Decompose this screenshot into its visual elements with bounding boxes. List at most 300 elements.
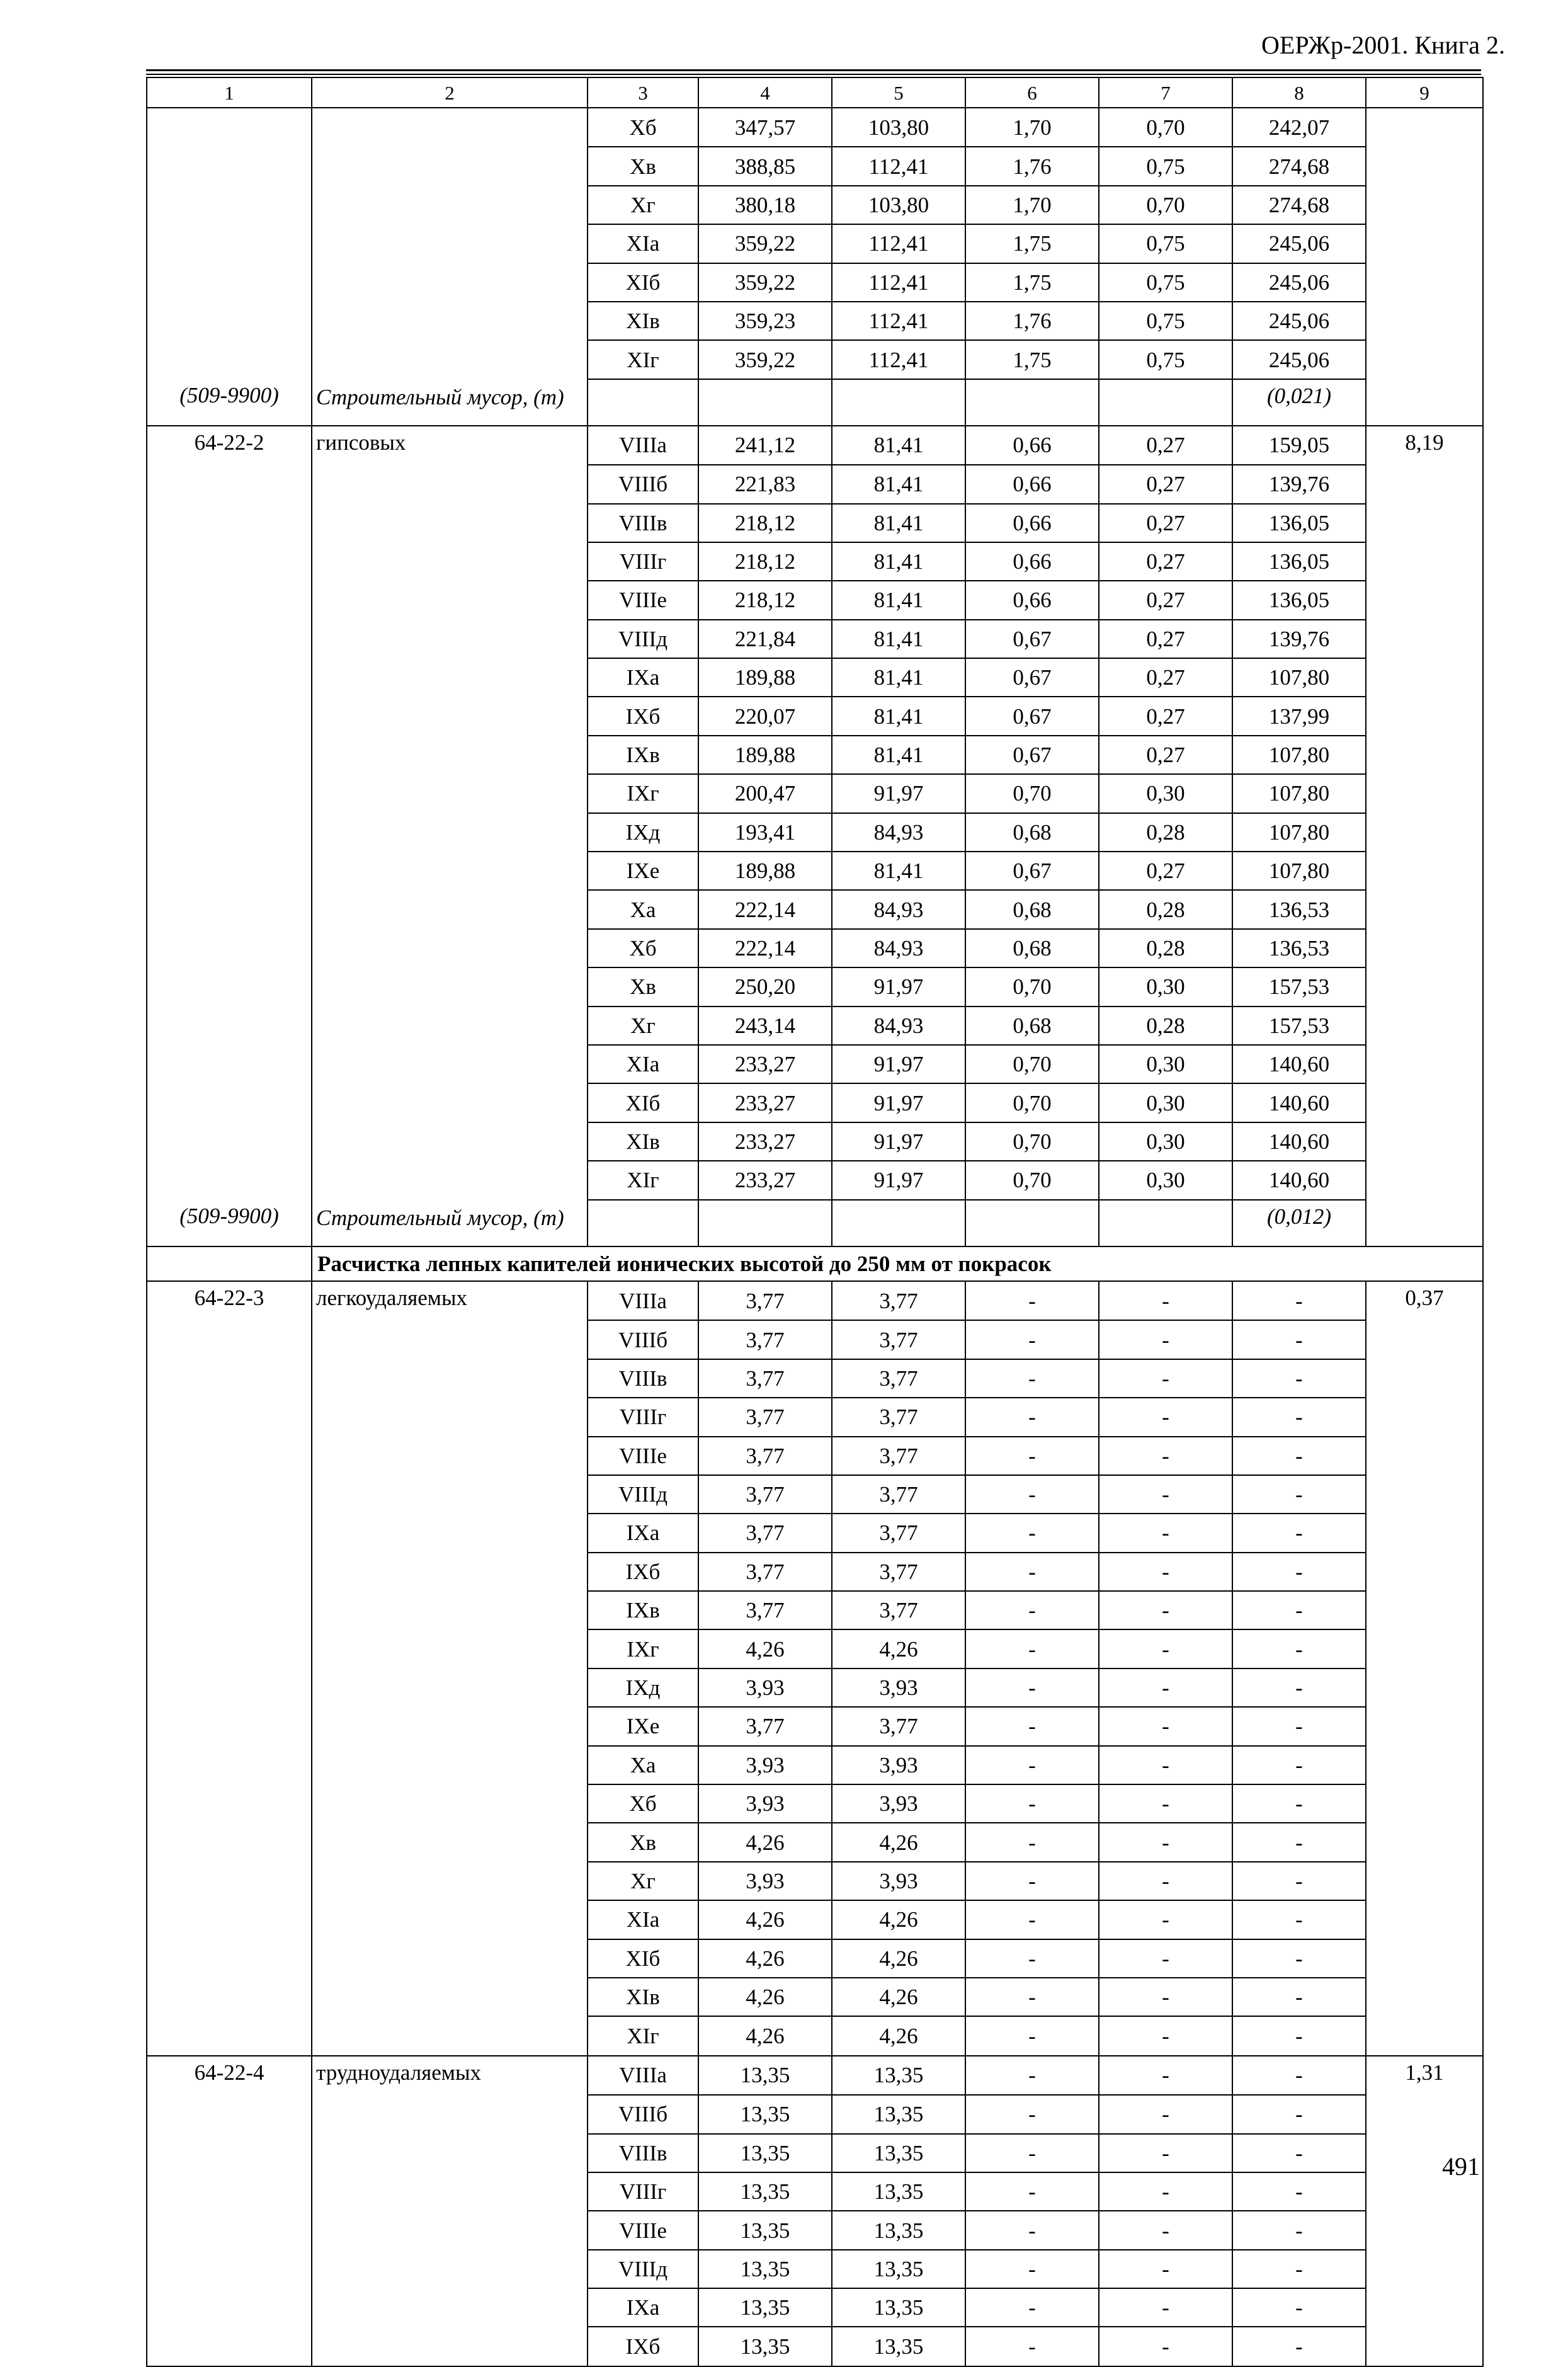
cell-col-5: 13,35 — [832, 2056, 965, 2095]
rate-code — [147, 1007, 312, 1045]
table-row — [147, 1007, 1483, 1045]
cell-col-7: - — [1099, 2172, 1232, 2211]
work-name — [312, 890, 588, 928]
rate-code — [147, 774, 312, 813]
cell-col-3: VIIIг — [588, 542, 698, 581]
column-number: 2 — [312, 77, 588, 108]
cell-col-8: - — [1232, 2095, 1366, 2133]
cell-col-8: - — [1232, 1281, 1366, 1320]
column-number-row — [147, 77, 1483, 108]
table-row — [147, 1668, 1483, 1707]
cell-col-7: 0,70 — [1099, 186, 1232, 224]
work-name — [312, 1359, 588, 1398]
cell-col-5: 103,80 — [832, 186, 965, 224]
rate-code — [147, 2134, 312, 2172]
col9-value — [1366, 1437, 1483, 1475]
cell-col-8: - — [1232, 1978, 1366, 2016]
title-rule — [146, 74, 1481, 75]
cell-col-3: XIг — [588, 340, 698, 379]
col9-value: 0,37 — [1366, 1281, 1483, 1320]
cell-col-6: - — [965, 2095, 1099, 2133]
cell-col-4: 3,77 — [698, 1320, 832, 1359]
cell-col-5: 4,26 — [832, 1823, 965, 1861]
cell-col-5: 112,41 — [832, 340, 965, 379]
cell-col-8: - — [1232, 1862, 1366, 1900]
waste-empty — [1099, 379, 1232, 426]
cell-col-8: 140,60 — [1232, 1122, 1366, 1161]
cell-col-3: Xв — [588, 967, 698, 1006]
cell-col-5: 3,77 — [832, 1281, 965, 1320]
table-row — [147, 302, 1483, 340]
cell-col-5: 13,35 — [832, 2095, 965, 2133]
rate-code: 64-22-2 — [147, 426, 312, 465]
cell-col-8: 107,80 — [1232, 736, 1366, 774]
cell-col-4: 3,77 — [698, 1398, 832, 1436]
cell-col-5: 13,35 — [832, 2250, 965, 2288]
cell-col-7: 0,30 — [1099, 774, 1232, 813]
cell-col-5: 13,35 — [832, 2288, 965, 2327]
cell-col-7: - — [1099, 2250, 1232, 2288]
cell-col-3: VIIIе — [588, 1437, 698, 1475]
cell-col-6: - — [965, 2327, 1099, 2366]
table-row — [147, 2288, 1483, 2327]
col9-value — [1366, 2288, 1483, 2327]
rate-code — [147, 1629, 312, 1668]
cell-col-4: 3,93 — [698, 1668, 832, 1707]
cell-col-3: VIIIе — [588, 581, 698, 619]
cell-col-7: - — [1099, 1591, 1232, 1629]
table-row — [147, 1359, 1483, 1398]
cell-col-5: 3,77 — [832, 1398, 965, 1436]
cell-col-8: 157,53 — [1232, 967, 1366, 1006]
column-number: 9 — [1366, 77, 1483, 108]
cell-col-6: 1,70 — [965, 108, 1099, 147]
cell-col-3: VIIIг — [588, 2172, 698, 2211]
cell-col-4: 218,12 — [698, 581, 832, 619]
table-row — [147, 1398, 1483, 1436]
col9-value — [1366, 1553, 1483, 1591]
column-number: 8 — [1232, 77, 1366, 108]
cell-col-4: 250,20 — [698, 967, 832, 1006]
cell-col-7: 0,27 — [1099, 852, 1232, 890]
rate-code — [147, 1514, 312, 1552]
col9-value — [1366, 890, 1483, 928]
work-name — [312, 1978, 588, 2016]
col9-value — [1366, 967, 1483, 1006]
cell-col-6: 0,68 — [965, 929, 1099, 967]
cell-col-4: 222,14 — [698, 929, 832, 967]
cell-col-3: VIIIб — [588, 1320, 698, 1359]
table-row — [147, 2056, 1483, 2095]
cell-col-4: 3,93 — [698, 1784, 832, 1823]
rate-code — [147, 2327, 312, 2366]
waste-col9 — [1366, 1200, 1483, 1246]
col9-value — [1366, 504, 1483, 542]
work-name — [312, 1122, 588, 1161]
rate-code: 64-22-4 — [147, 2056, 312, 2095]
cell-col-6: - — [965, 1668, 1099, 1707]
rate-code — [147, 542, 312, 581]
cell-col-6: 0,70 — [965, 967, 1099, 1006]
cell-col-8: - — [1232, 2016, 1366, 2055]
rate-code — [147, 620, 312, 658]
cell-col-4: 189,88 — [698, 736, 832, 774]
cell-col-8: - — [1232, 1591, 1366, 1629]
work-name — [312, 1553, 588, 1591]
cell-col-4: 3,77 — [698, 1553, 832, 1591]
cell-col-4: 13,35 — [698, 2172, 832, 2211]
cell-col-4: 243,14 — [698, 1007, 832, 1045]
rate-code — [147, 1359, 312, 1398]
cell-col-6: - — [965, 1746, 1099, 1784]
cell-col-7: - — [1099, 1900, 1232, 1939]
table-row — [147, 1320, 1483, 1359]
cell-col-4: 359,22 — [698, 340, 832, 379]
cell-col-6: 1,76 — [965, 147, 1099, 185]
cell-col-6: - — [965, 1978, 1099, 2016]
work-name — [312, 2211, 588, 2249]
cell-col-3: XIб — [588, 1083, 698, 1122]
cell-col-3: IXа — [588, 1514, 698, 1552]
cell-col-5: 112,41 — [832, 263, 965, 302]
cell-col-8: - — [1232, 2327, 1366, 2366]
cell-col-3: IXе — [588, 1707, 698, 1745]
cell-col-6: 0,68 — [965, 1007, 1099, 1045]
cell-col-8: - — [1232, 1398, 1366, 1436]
table-row — [147, 1437, 1483, 1475]
cell-col-5: 81,41 — [832, 736, 965, 774]
col9-value — [1366, 1007, 1483, 1045]
table-row — [147, 186, 1483, 224]
cell-col-3: XIг — [588, 1161, 698, 1199]
waste-code: (509-9900) — [147, 379, 312, 426]
col9-value — [1366, 542, 1483, 581]
waste-empty — [588, 379, 698, 426]
section-title-row — [147, 1246, 1483, 1281]
cell-col-4: 359,23 — [698, 302, 832, 340]
cell-col-8: 140,60 — [1232, 1083, 1366, 1122]
col9-value — [1366, 581, 1483, 619]
cell-col-3: IXе — [588, 852, 698, 890]
cell-col-8: 136,53 — [1232, 890, 1366, 928]
work-name — [312, 2250, 588, 2288]
cell-col-8: - — [1232, 1746, 1366, 1784]
col9-value: 8,19 — [1366, 426, 1483, 465]
col9-value — [1366, 1320, 1483, 1359]
work-name — [312, 852, 588, 890]
cell-col-3: XIа — [588, 1900, 698, 1939]
col9-value — [1366, 2327, 1483, 2366]
waste-empty — [698, 379, 832, 426]
title-rule — [146, 69, 1481, 71]
column-number: 6 — [965, 77, 1099, 108]
work-name — [312, 2327, 588, 2366]
cell-col-8: - — [1232, 2056, 1366, 2095]
col9-value — [1366, 1939, 1483, 1978]
cell-col-7: - — [1099, 1668, 1232, 1707]
cell-col-5: 4,26 — [832, 1629, 965, 1668]
work-name — [312, 2288, 588, 2327]
cell-col-7: 0,30 — [1099, 1161, 1232, 1199]
rate-code — [147, 465, 312, 503]
cell-col-6: - — [965, 1475, 1099, 1514]
cell-col-3: XIв — [588, 1122, 698, 1161]
work-name — [312, 224, 588, 263]
cell-col-4: 241,12 — [698, 426, 832, 465]
col9-value — [1366, 1707, 1483, 1745]
cell-col-5: 81,41 — [832, 658, 965, 697]
work-name — [312, 1514, 588, 1552]
cell-col-3: Xг — [588, 1007, 698, 1045]
cell-col-3: IXб — [588, 2327, 698, 2366]
cell-col-4: 222,14 — [698, 890, 832, 928]
rate-code — [147, 1862, 312, 1900]
cell-col-5: 4,26 — [832, 1978, 965, 2016]
work-name — [312, 1437, 588, 1475]
table-row — [147, 542, 1483, 581]
col9-value — [1366, 929, 1483, 967]
cell-col-6: - — [965, 2288, 1099, 2327]
cell-col-4: 3,77 — [698, 1281, 832, 1320]
work-name — [312, 813, 588, 852]
cell-col-3: XIг — [588, 2016, 698, 2055]
col9-value — [1366, 224, 1483, 263]
waste-value: (0,012) — [1232, 1200, 1366, 1246]
col9-value — [1366, 852, 1483, 890]
table-row — [147, 147, 1483, 185]
cell-col-3: Xа — [588, 1746, 698, 1784]
cell-col-5: 84,93 — [832, 813, 965, 852]
table-body — [147, 77, 1483, 2366]
col9-value — [1366, 1359, 1483, 1398]
cell-col-6: - — [965, 1862, 1099, 1900]
cell-col-4: 3,77 — [698, 1707, 832, 1745]
cell-col-6: 0,66 — [965, 504, 1099, 542]
cell-col-3: Xв — [588, 147, 698, 185]
cell-col-3: IXг — [588, 1629, 698, 1668]
cell-col-7: - — [1099, 2211, 1232, 2249]
cell-col-8: - — [1232, 1784, 1366, 1823]
work-name — [312, 929, 588, 967]
work-name — [312, 774, 588, 813]
cell-col-7: 0,30 — [1099, 1122, 1232, 1161]
cell-col-3: VIIIв — [588, 504, 698, 542]
work-name — [312, 504, 588, 542]
cell-col-3: Xб — [588, 108, 698, 147]
col9-value: 1,31 — [1366, 2056, 1483, 2095]
cell-col-5: 81,41 — [832, 465, 965, 503]
waste-empty — [698, 1200, 832, 1246]
cell-col-3: Xб — [588, 929, 698, 967]
table-row — [147, 1823, 1483, 1861]
work-name — [312, 1746, 588, 1784]
work-name — [312, 2134, 588, 2172]
rate-code — [147, 1475, 312, 1514]
col9-value — [1366, 147, 1483, 185]
rate-code — [147, 581, 312, 619]
waste-empty — [1099, 1200, 1232, 1246]
cell-col-4: 4,26 — [698, 2016, 832, 2055]
cell-col-7: 0,27 — [1099, 658, 1232, 697]
cell-col-5: 84,93 — [832, 1007, 965, 1045]
rate-code — [147, 263, 312, 302]
cell-col-3: Xа — [588, 890, 698, 928]
cell-col-6: - — [965, 1823, 1099, 1861]
cell-col-8: - — [1232, 1359, 1366, 1398]
col9-value — [1366, 1161, 1483, 1199]
cell-col-6: 0,68 — [965, 890, 1099, 928]
table-row — [147, 108, 1483, 147]
table-row — [147, 852, 1483, 890]
cell-col-3: XIб — [588, 263, 698, 302]
cell-col-7: - — [1099, 1784, 1232, 1823]
section-spacer — [147, 1246, 312, 1281]
cell-col-3: VIIIб — [588, 465, 698, 503]
table-row — [147, 2016, 1483, 2055]
cell-col-4: 220,07 — [698, 697, 832, 735]
cell-col-5: 3,93 — [832, 1862, 965, 1900]
cell-col-8: - — [1232, 2288, 1366, 2327]
cell-col-3: XIв — [588, 1978, 698, 2016]
cell-col-3: Xв — [588, 1823, 698, 1861]
cell-col-4: 13,35 — [698, 2250, 832, 2288]
work-name — [312, 263, 588, 302]
cell-col-8: 140,60 — [1232, 1045, 1366, 1083]
work-name: гипсовых — [312, 426, 588, 465]
cell-col-4: 4,26 — [698, 1629, 832, 1668]
rate-code — [147, 2288, 312, 2327]
rate-code: 64-22-3 — [147, 1281, 312, 1320]
column-number: 5 — [832, 77, 965, 108]
col9-value — [1366, 813, 1483, 852]
work-name — [312, 147, 588, 185]
cell-col-5: 3,77 — [832, 1437, 965, 1475]
cell-col-7: - — [1099, 2288, 1232, 2327]
table-row — [147, 1939, 1483, 1978]
cell-col-3: IXв — [588, 736, 698, 774]
cell-col-8: 245,06 — [1232, 224, 1366, 263]
table-row — [147, 1629, 1483, 1668]
rate-code — [147, 2095, 312, 2133]
cell-col-5: 81,41 — [832, 697, 965, 735]
cell-col-4: 233,27 — [698, 1083, 832, 1122]
col9-value — [1366, 1978, 1483, 2016]
cell-col-5: 4,26 — [832, 1939, 965, 1978]
cell-col-4: 4,26 — [698, 1823, 832, 1861]
cell-col-5: 4,26 — [832, 2016, 965, 2055]
cell-col-3: XIв — [588, 302, 698, 340]
rate-code — [147, 1591, 312, 1629]
section-title: Расчистка лепных капителей ионических высотой до 250 мм от покрасок — [312, 1246, 1483, 1281]
table-row — [147, 224, 1483, 263]
table-row — [147, 736, 1483, 774]
cell-col-6: 0,67 — [965, 736, 1099, 774]
col9-value — [1366, 1122, 1483, 1161]
col9-value — [1366, 1591, 1483, 1629]
work-name — [312, 1007, 588, 1045]
col9-value — [1366, 1862, 1483, 1900]
cell-col-8: 245,06 — [1232, 263, 1366, 302]
cell-col-8: - — [1232, 1320, 1366, 1359]
cell-col-3: XIа — [588, 224, 698, 263]
table-row — [147, 1514, 1483, 1552]
cell-col-5: 3,77 — [832, 1707, 965, 1745]
rate-code — [147, 340, 312, 379]
cell-col-5: 81,41 — [832, 852, 965, 890]
rate-code — [147, 1746, 312, 1784]
cell-col-3: VIIIв — [588, 2134, 698, 2172]
rate-code — [147, 736, 312, 774]
table-row — [147, 1707, 1483, 1745]
cell-col-6: - — [965, 1707, 1099, 1745]
cell-col-3: IXб — [588, 697, 698, 735]
work-name — [312, 340, 588, 379]
cell-col-6: - — [965, 1939, 1099, 1978]
cell-col-7: 0,30 — [1099, 1083, 1232, 1122]
cell-col-8: 245,06 — [1232, 340, 1366, 379]
cell-col-7: 0,27 — [1099, 426, 1232, 465]
cell-col-5: 91,97 — [832, 1161, 965, 1199]
rate-code — [147, 1045, 312, 1083]
cell-col-6: 0,66 — [965, 581, 1099, 619]
work-name — [312, 1045, 588, 1083]
rate-code — [147, 224, 312, 263]
cell-col-5: 112,41 — [832, 147, 965, 185]
cell-col-7: 0,28 — [1099, 813, 1232, 852]
table-row — [147, 1784, 1483, 1823]
cell-col-3: Xг — [588, 186, 698, 224]
cell-col-8: - — [1232, 1553, 1366, 1591]
cell-col-4: 3,77 — [698, 1475, 832, 1514]
cell-col-5: 84,93 — [832, 890, 965, 928]
cell-col-5: 13,35 — [832, 2172, 965, 2211]
cell-col-7: 0,27 — [1099, 620, 1232, 658]
cell-col-7: 0,75 — [1099, 302, 1232, 340]
cell-col-7: - — [1099, 1398, 1232, 1436]
cell-col-5: 112,41 — [832, 224, 965, 263]
col9-value — [1366, 302, 1483, 340]
cell-col-8: 274,68 — [1232, 147, 1366, 185]
cell-col-6: - — [965, 1398, 1099, 1436]
col9-value — [1366, 108, 1483, 147]
cell-col-7: - — [1099, 2134, 1232, 2172]
cell-col-8: - — [1232, 1629, 1366, 1668]
table-row — [147, 2327, 1483, 2366]
cell-col-5: 13,35 — [832, 2134, 965, 2172]
cell-col-5: 81,41 — [832, 426, 965, 465]
col9-value — [1366, 2016, 1483, 2055]
waste-empty — [832, 1200, 965, 1246]
rate-code — [147, 1784, 312, 1823]
work-name — [312, 1320, 588, 1359]
cell-col-7: 0,28 — [1099, 1007, 1232, 1045]
cell-col-6: - — [965, 1514, 1099, 1552]
waste-col9 — [1366, 379, 1483, 426]
cell-col-8: 157,53 — [1232, 1007, 1366, 1045]
work-name — [312, 542, 588, 581]
work-name — [312, 1707, 588, 1745]
cell-col-4: 13,35 — [698, 2056, 832, 2095]
table-row — [147, 465, 1483, 503]
work-name — [312, 967, 588, 1006]
cell-col-4: 233,27 — [698, 1161, 832, 1199]
cell-col-4: 359,22 — [698, 224, 832, 263]
col9-value — [1366, 1398, 1483, 1436]
cell-col-3: Xг — [588, 1862, 698, 1900]
page-number: 491 — [1442, 2152, 1480, 2181]
waste-row — [147, 1200, 1483, 1246]
cell-col-6: 0,66 — [965, 542, 1099, 581]
